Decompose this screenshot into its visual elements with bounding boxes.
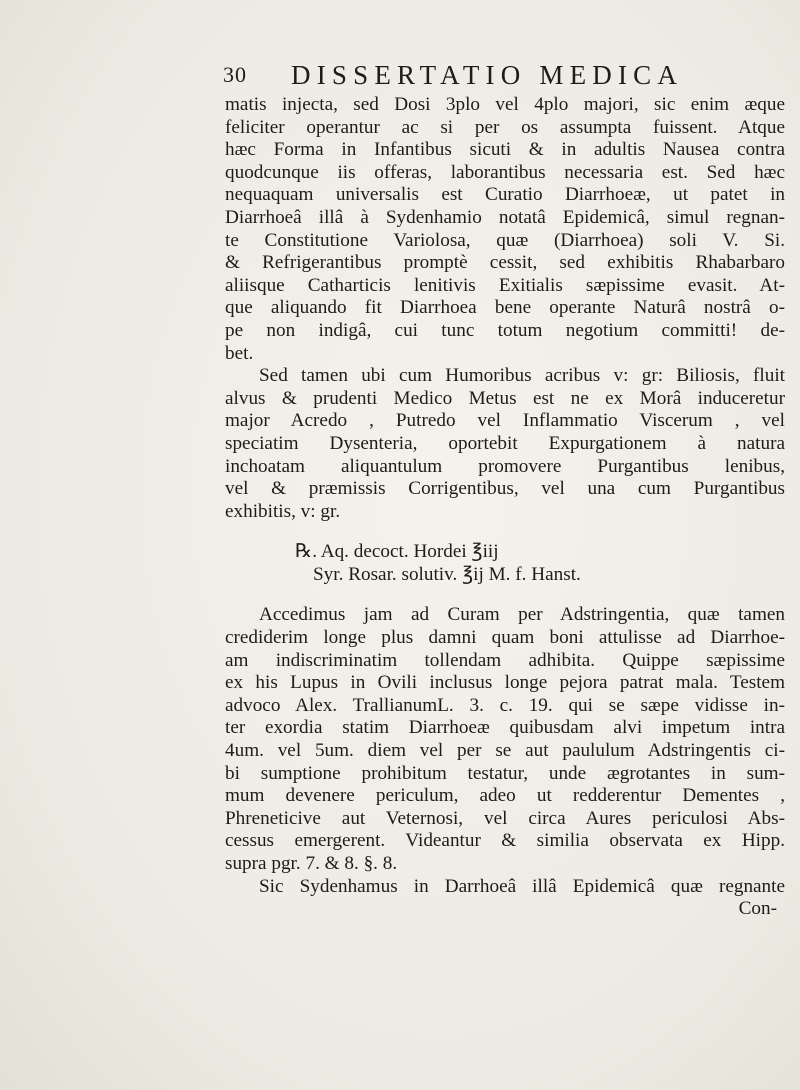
page-number: 30 (223, 62, 247, 87)
paragraph-2 (225, 365, 785, 523)
text-line: 4um. vel 5um. diem vel per se aut paululum Adstringentis ci- (225, 740, 785, 762)
text-line: ex his Lupus in Ovili inclusus longe pejora patrat mala. Testem (225, 672, 785, 694)
text-line: Accedimus jam ad Curam per Adstringentia, quæ tamen (259, 604, 785, 626)
text-line: & Refrigerantibus promptè cessit, sed exhibitis Rhabarbaro (225, 252, 785, 274)
text-line: matis injecta, sed Dosi 3plo vel 4plo majori, sic enim æque (225, 94, 785, 115)
text-line: mum devenere periculum, adeo ut redderentur Dementes , (225, 785, 785, 807)
text-line: advoco Alex. TrallianumL. 3. c. 19. qui se sæpe vidisse in- (225, 694, 785, 716)
text-line: am indiscriminatim tollendam adhibita. Quippe sæpissime (225, 649, 785, 671)
page-header (223, 58, 783, 92)
text-line: cessus emergerent. Videantur & similia observata ex Hipp. (225, 830, 785, 852)
text-line: te Constitutione Variolosa, quæ (Diarrhoea) soli V. Si. (225, 229, 785, 251)
text-line: nequaquam universalis est Curatio Diarrhoeæ, ut patet in (225, 184, 785, 206)
text-line: bi sumptione prohibitum testatur, unde ægrotantes in sum- (225, 762, 785, 784)
text-line: Phreneticive aut Veternosi, vel circa Aures periculosi Abs- (225, 807, 785, 829)
catchword: Con- (738, 898, 777, 920)
text-line: Sic Sydenhamus in Darrhoeâ illâ Epidemicâ quæ regnante (259, 875, 785, 897)
spacer (225, 523, 785, 541)
text-line: que aliquando fit Diarrhoea bene operante Naturâ nostrâ o- (225, 297, 785, 319)
text-line: bet. (225, 342, 254, 364)
prescription-line: ℞. Aq. decoct. Hordei ℥iij (295, 541, 499, 563)
text-line: feliciter operantur ac si per os assumpta fuissent. Atque (225, 116, 785, 138)
text-line: inchoatam aliquantulum promovere Purgantibus lenibus, (225, 455, 785, 477)
prescription (225, 541, 785, 586)
text-line: pe non indigâ, cui tunc totum negotium committi! de- (225, 319, 785, 341)
text-line: Diarrhoeâ illâ à Sydenhamio notatâ Epidemicâ, simul regnan- (225, 206, 785, 228)
paragraph-1 (225, 94, 785, 365)
text-line: quodcunque iis offeras, laborantibus necessaria est. Sed hæc (225, 161, 785, 183)
text-line: hæc Forma in Infantibus sicuti & in adultis Nausea contra (225, 139, 785, 161)
paragraph-3 (225, 604, 785, 898)
text-line: speciatim Dysenteria, oportebit Expurgationem à natura (225, 432, 785, 454)
text-line: vel & præmissis Corrigentibus, vel una cum Purgantibus (225, 478, 785, 500)
text-line: major Acredo , Putredo vel Inflammatio Viscerum , vel (225, 410, 785, 432)
main-text (225, 94, 785, 921)
prescription-line: Syr. Rosar. solutiv. ℥ij M. f. Hanst. (313, 563, 581, 585)
text-line: exhibitis, v: gr. (225, 500, 341, 522)
text-line: alvus & prudenti Medico Metus est ne ex Morâ induceretur (225, 387, 785, 409)
text-line: ter exordia statim Diarrhoeæ quibusdam alvi impetum intra (225, 717, 785, 739)
text-line: crediderim longe plus damni quam boni attulisse ad Diarrhoe- (225, 627, 785, 649)
text-line: aliisque Catharticis lenitivis Exitialis sæpissime evasit. At- (225, 274, 785, 296)
text-line: supra pgr. 7. & 8. §. 8. (225, 853, 398, 874)
spacer (225, 586, 785, 604)
text-line: Sed tamen ubi cum Humoribus acribus v: gr: Biliosis, fluit (259, 365, 785, 387)
running-title: DISSERTATIO MEDICA (291, 60, 684, 90)
